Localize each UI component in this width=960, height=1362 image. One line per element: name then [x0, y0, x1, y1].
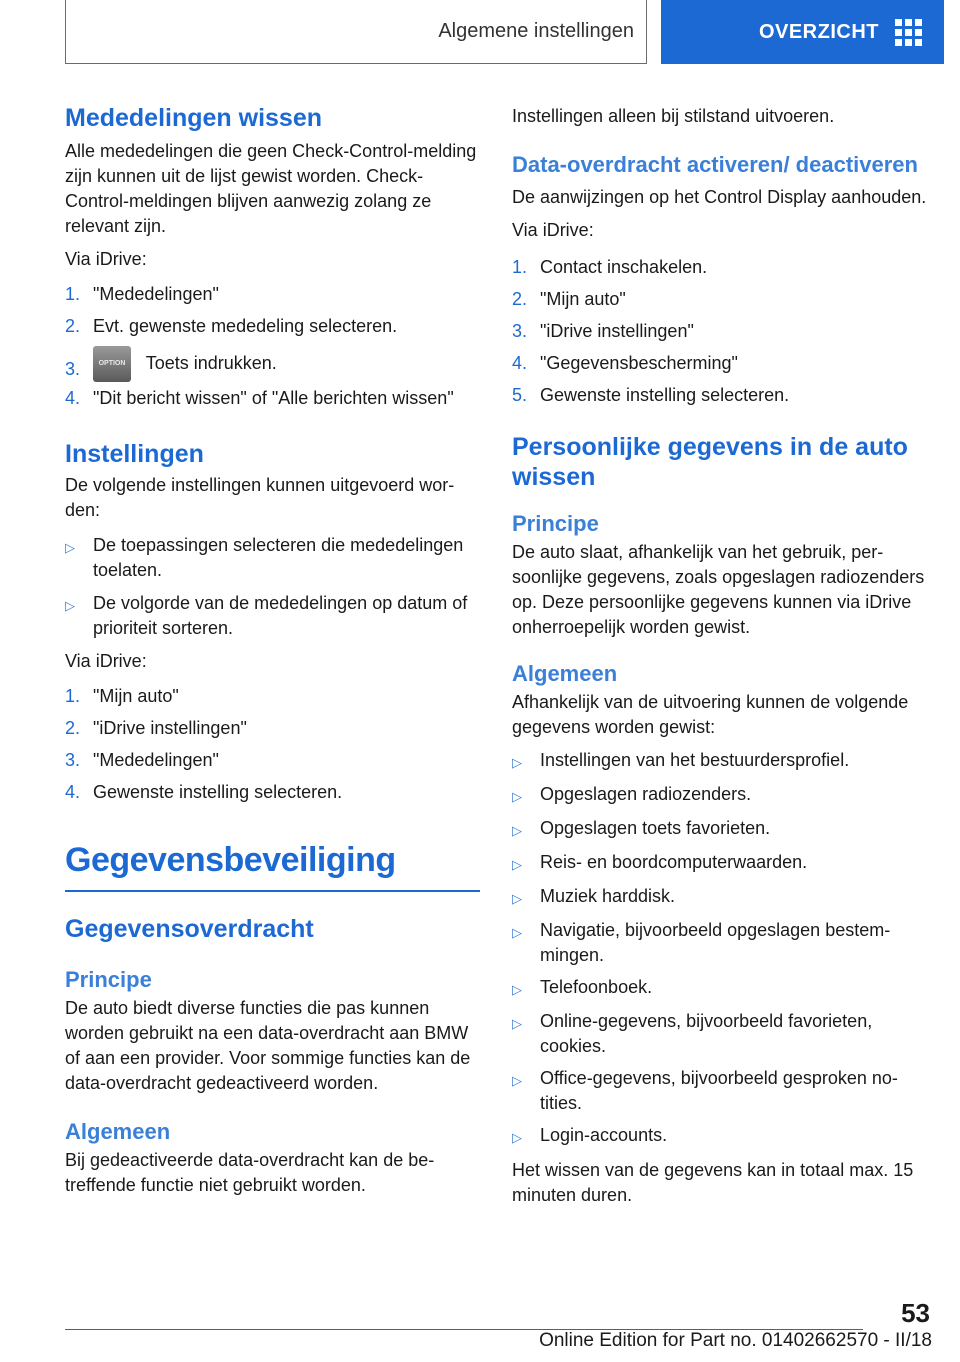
- footer-edition: Online Edition for Part no. 01402662570 - II/18: [539, 1330, 932, 1351]
- steps-list: [65, 282, 480, 411]
- list-item: ▷ De volgorde van de mededelingen op datum of prioriteit sorteren.: [65, 591, 480, 641]
- list-item: ▷ Telefoonboek.: [512, 975, 932, 1002]
- steps-list: [65, 684, 480, 805]
- triangle-bullet-icon: ▷: [512, 823, 522, 838]
- section-title: Persoonlijke gegevens in de auto wissen: [512, 433, 908, 491]
- triangle-bullet-icon: ▷: [512, 925, 522, 940]
- paragraph: De aanwijzingen op het Control Display aanhouden.: [512, 187, 927, 207]
- subsection-title: Principe: [65, 966, 152, 992]
- header-section-label: Algemene instellingen: [438, 20, 634, 42]
- list-item: 2. "Mijn auto": [512, 289, 626, 309]
- bullet-list: [65, 533, 480, 641]
- triangle-bullet-icon: ▷: [512, 789, 522, 804]
- paragraph: De auto biedt diverse functies die pas kunnen worden gebruikt na een data-overdracht aan BMW of aan een provider. Voor sommige functies kan de data-overdracht gedeactiveerd worden.: [65, 997, 471, 1093]
- right-column: [512, 100, 932, 1208]
- chapter-title: Gegevensbeveiliging: [65, 841, 396, 879]
- section-title: Gegevensoverdracht: [65, 914, 314, 943]
- list-item: ▷ Opgeslagen toets favorieten.: [512, 816, 932, 843]
- subsection-title: Principe: [512, 511, 599, 536]
- header-section-tab[interactable]: [65, 0, 647, 64]
- triangle-bullet-icon: ▷: [512, 1073, 522, 1088]
- list-item: 3. "Mededelingen": [65, 750, 219, 770]
- section-title: Instellingen: [65, 440, 204, 468]
- paragraph: Via iDrive:: [65, 249, 147, 269]
- list-item: ▷ Office-gegevens, bijvoorbeeld gesproken notities.: [512, 1066, 932, 1116]
- triangle-bullet-icon: ▷: [512, 755, 522, 770]
- list-item: 4. "Dit bericht wissen" of "Alle berichten wissen": [65, 388, 454, 408]
- paragraph: Afhankelijk van de uitvoering kunnen de volgende gegevens worden gewist:: [512, 692, 909, 737]
- list-item: ▷ Reis- en boordcomputerwaarden.: [512, 850, 932, 877]
- paragraph: Instellingen alleen bij stilstand uitvoeren.: [512, 106, 835, 126]
- list-item: ▷ Opgeslagen radiozenders.: [512, 782, 932, 809]
- triangle-bullet-icon: ▷: [512, 1016, 522, 1031]
- list-item: ▷ De toepassingen selecteren die mededelingen toelaten.: [65, 533, 480, 583]
- list-item: 5. Gewenste instelling selecteren.: [512, 385, 790, 405]
- list-item: 4. Gewenste instelling selecteren.: [65, 782, 343, 802]
- list-item: 1. Contact inschakelen.: [512, 257, 708, 277]
- paragraph: Via iDrive:: [65, 651, 147, 671]
- overview-button[interactable]: [661, 0, 944, 64]
- list-item: ▷ Login-accounts.: [512, 1123, 932, 1150]
- list-item: 2. Evt. gewenste mededeling selecteren.: [65, 316, 398, 336]
- paragraph: Het wissen van de gegevens kan in totaal max. 15 minuten duren.: [512, 1160, 914, 1205]
- triangle-bullet-icon: ▷: [65, 540, 75, 555]
- overview-label: OVERZICHT: [758, 20, 879, 43]
- list-item: 2. "iDrive instellingen": [65, 718, 247, 738]
- list-item: 1. "Mijn auto": [65, 686, 179, 706]
- list-item: 1. "Mededelingen": [65, 284, 219, 304]
- paragraph: Alle mededelingen die geen Check-Control-melding zijn kunnen uit de lijst gewist worden. Check-Control-meldingen blijven aanwezig zolang ze relevant zijn.: [65, 141, 477, 236]
- list-item: 4. "Gegevensbescherming": [512, 353, 738, 373]
- list-item: 3. OPTION Toets indrukken.: [65, 346, 480, 382]
- bullet-list: [512, 748, 932, 1150]
- triangle-bullet-icon: ▷: [512, 891, 522, 906]
- chapter-divider: [65, 890, 480, 892]
- paragraph: Via iDrive:: [512, 220, 594, 240]
- list-item: ▷ Navigatie, bijvoorbeeld opgeslagen bestemmingen.: [512, 918, 932, 968]
- subsection-title: Algemeen: [512, 661, 618, 686]
- paragraph: De volgende instellingen kunnen uitgevoerd worden:: [65, 475, 455, 520]
- steps-list: [512, 255, 932, 408]
- subsection-title: Algemeen: [65, 1118, 171, 1144]
- left-column: [65, 100, 480, 1198]
- section-title: Mededelingen wissen: [65, 104, 323, 132]
- subsection-title: Data‑overdracht activeren/ deactiveren: [512, 152, 918, 177]
- triangle-bullet-icon: ▷: [512, 982, 522, 997]
- list-item: ▷ Online-gegevens, bijvoorbeeld favorieten, cookies.: [512, 1009, 932, 1059]
- triangle-bullet-icon: ▷: [512, 857, 522, 872]
- page-number: 53: [901, 1298, 930, 1328]
- paragraph: Bij gedeactiveerde data-overdracht kan de betreffende functie niet gebruikt worden.: [65, 1149, 435, 1195]
- grid-icon: [895, 19, 922, 46]
- triangle-bullet-icon: ▷: [65, 598, 75, 613]
- list-item: 3. "iDrive instellingen": [512, 321, 694, 341]
- list-item: ▷ Muziek harddisk.: [512, 884, 932, 911]
- option-button-icon: OPTION: [93, 346, 131, 382]
- paragraph: De auto slaat, afhankelijk van het gebruik, persoonlijke gegevens, zoals opgeslagen radiozenders op. Deze persoonlijke gegevens kunnen via iDrive onherroepelijk worden gewist.: [512, 542, 925, 637]
- triangle-bullet-icon: ▷: [512, 1130, 522, 1145]
- list-item: ▷ Instellingen van het bestuurdersprofiel.: [512, 748, 932, 775]
